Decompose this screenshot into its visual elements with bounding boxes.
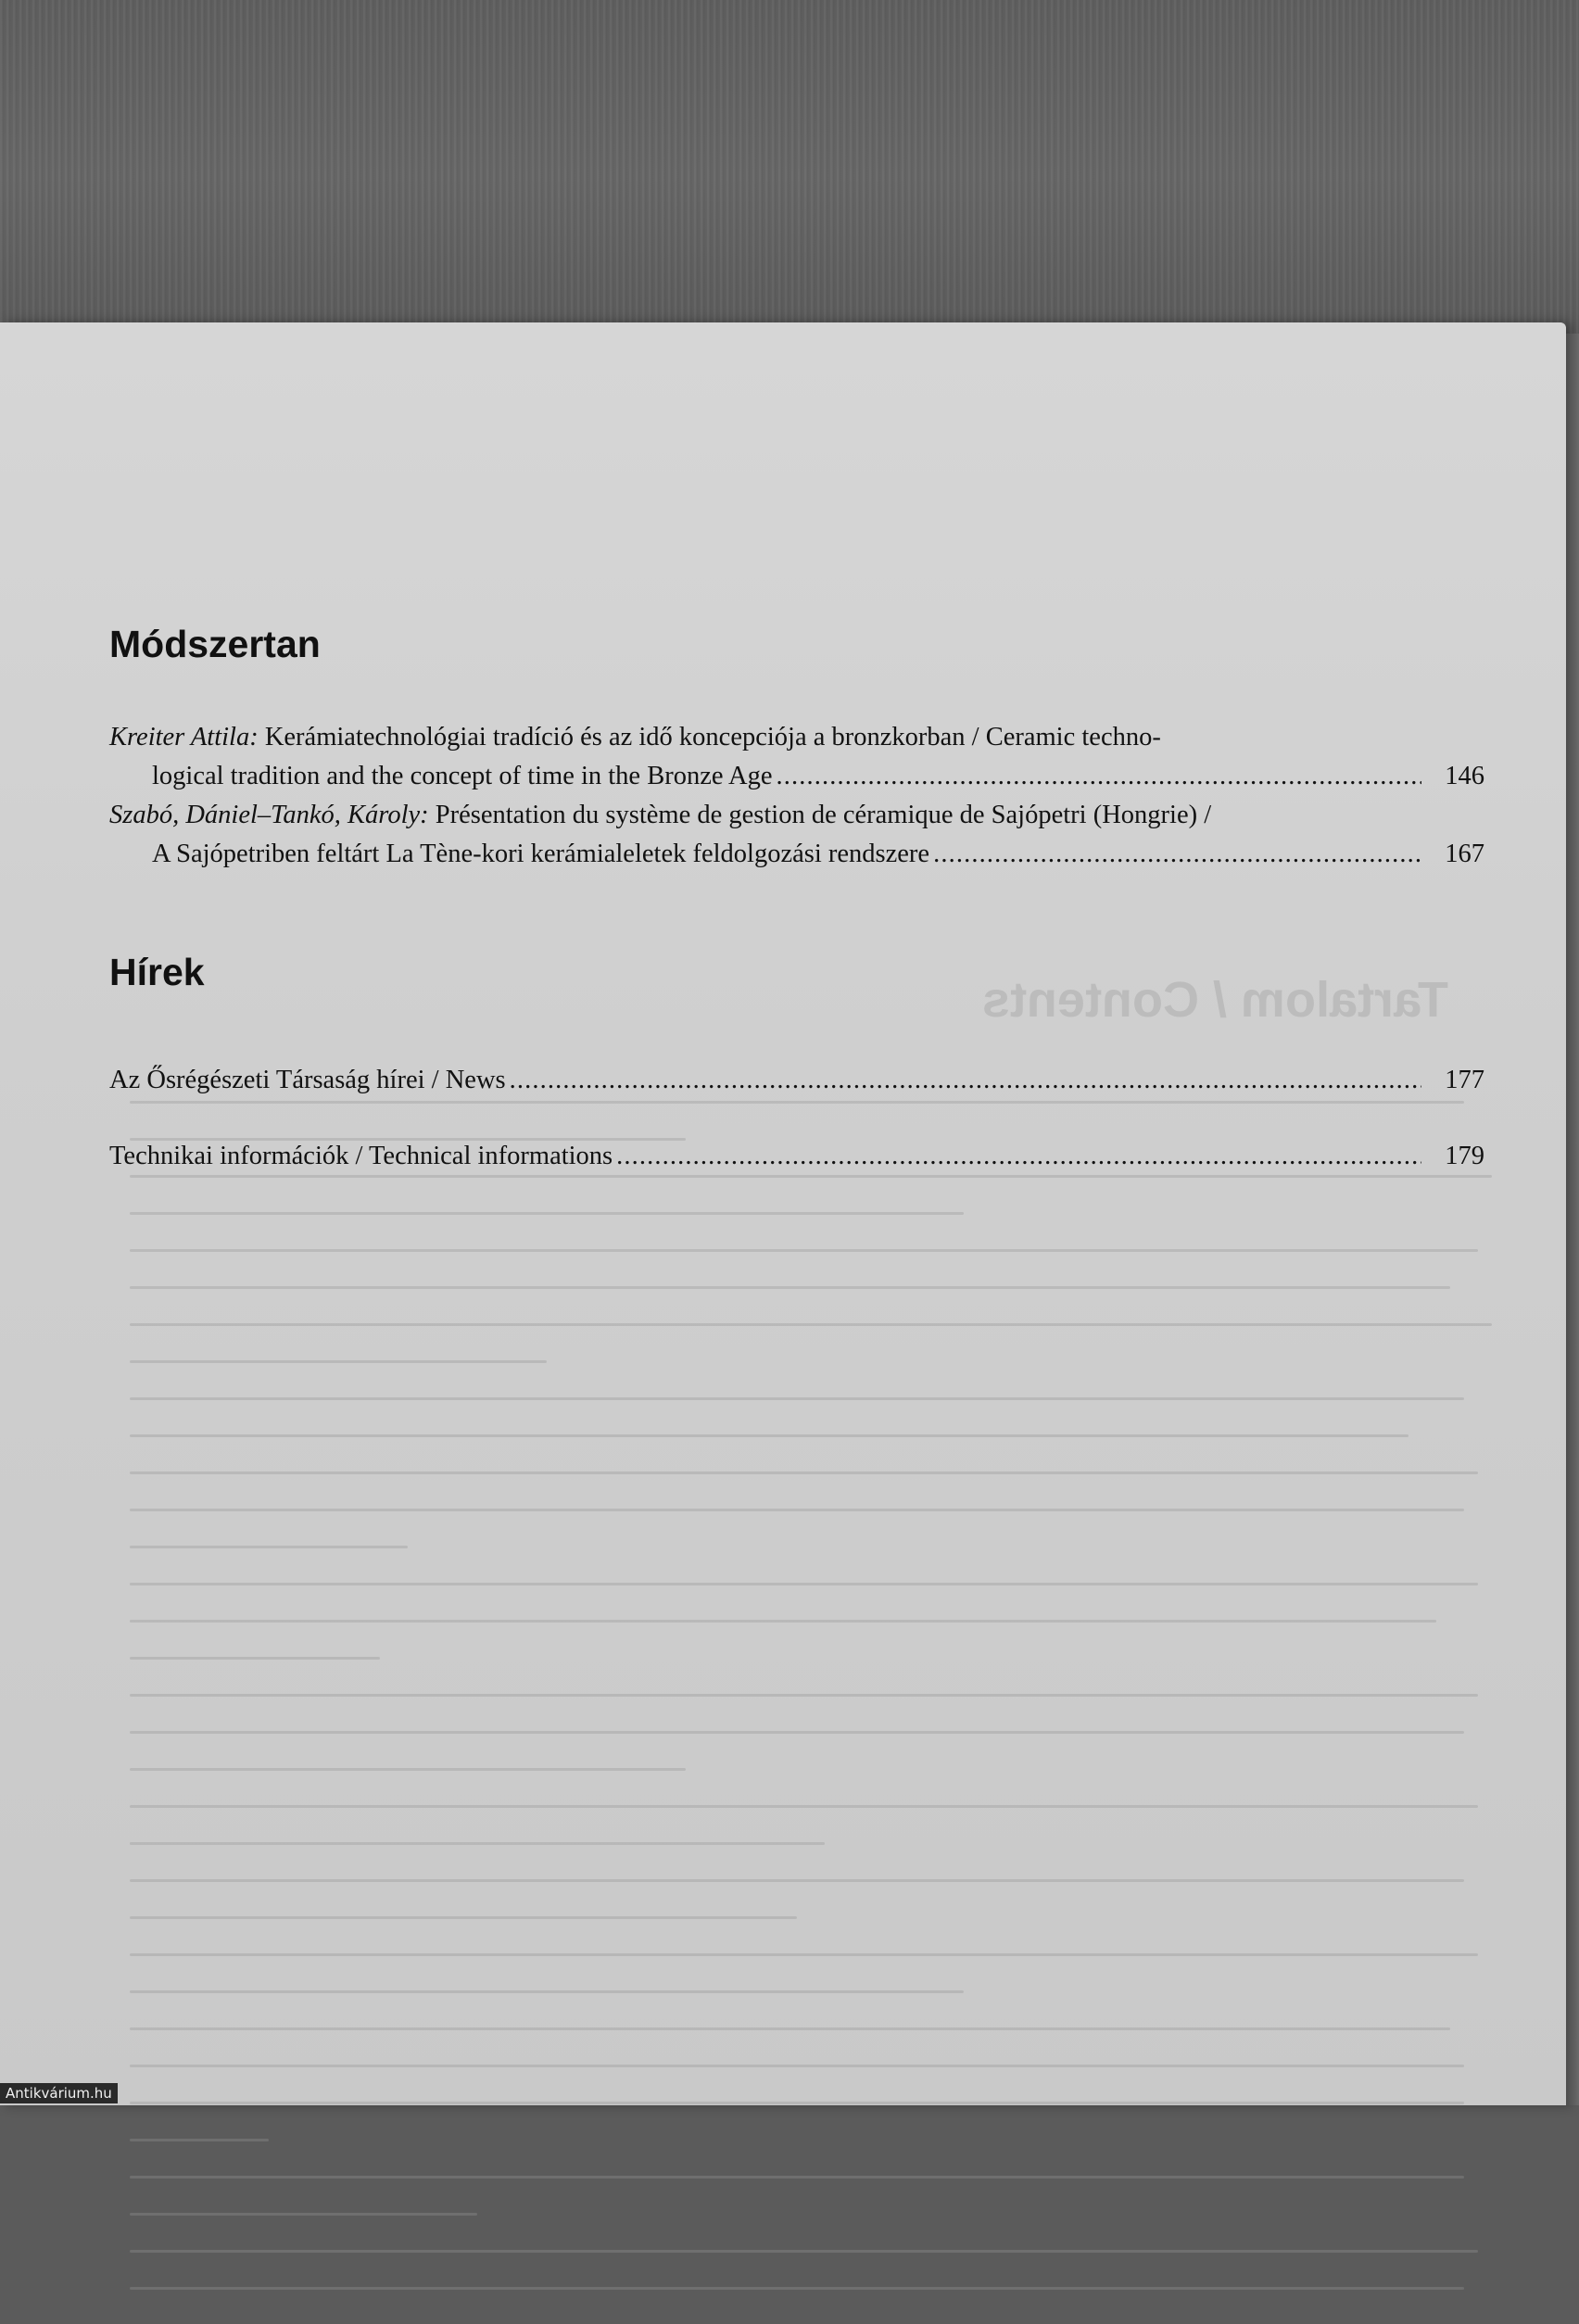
toc-entry-title-cont: logical tradition and the concept of time in the Bronze Age [152,762,773,790]
toc-entry-line [109,1061,1484,1100]
book-page [0,322,1566,2105]
toc-page-number: 179 [1445,1142,1484,1170]
toc-entry-news[interactable] [109,1061,1484,1100]
toc-page-number: 177 [1445,1066,1484,1094]
toc-entry-szabo-tanko[interactable] [109,796,1484,874]
toc-entry-line [109,796,1484,835]
toc-entry-title: Présentation du système de gestion de céramique de Sajópetri (Hongrie) / [428,801,1212,829]
toc-entry-line [109,835,1484,874]
dot-leader [616,1137,1421,1176]
background-surface [0,0,1579,352]
dot-leader [510,1061,1421,1100]
toc-entry-title: Az Ősrégészeti Társaság hírei / News [109,1066,506,1094]
show-through-text [130,1101,1520,2324]
toc-entry-author: Szabó, Dániel–Tankó, Károly: [109,801,429,829]
toc-entry-line [109,757,1484,796]
toc-page-number: 167 [1445,840,1484,868]
section-title-hirek: Hírek [109,951,205,993]
show-through-heading: Tartalom / Contents [982,972,1449,1028]
toc-entry-title: Kerámiatechnológiai tradíció és az idő koncepciója a bronzkorban / Ceramic techno- [258,723,1161,752]
watermark-logo: Antikvárium.hu [0,2083,118,2103]
toc-entry-title-cont: A Sajópetriben feltárt La Tène-kori kerámialeletek feldolgozási rendszere [152,840,930,868]
toc-entry-author: Kreiter Attila: [109,723,259,752]
toc-entry-technical[interactable] [109,1137,1484,1176]
toc-entry-line [109,718,1484,757]
section-title-modszertan: Módszertan [109,623,321,665]
toc-entry-title: Technikai információk / Technical informations [109,1142,613,1170]
dot-leader [933,835,1421,874]
page-edge [1566,334,1579,2105]
toc-entry-line [109,1137,1484,1176]
toc-page-number: 146 [1445,762,1484,790]
toc-entry-kreiter[interactable] [109,718,1484,796]
dot-leader [777,757,1421,796]
